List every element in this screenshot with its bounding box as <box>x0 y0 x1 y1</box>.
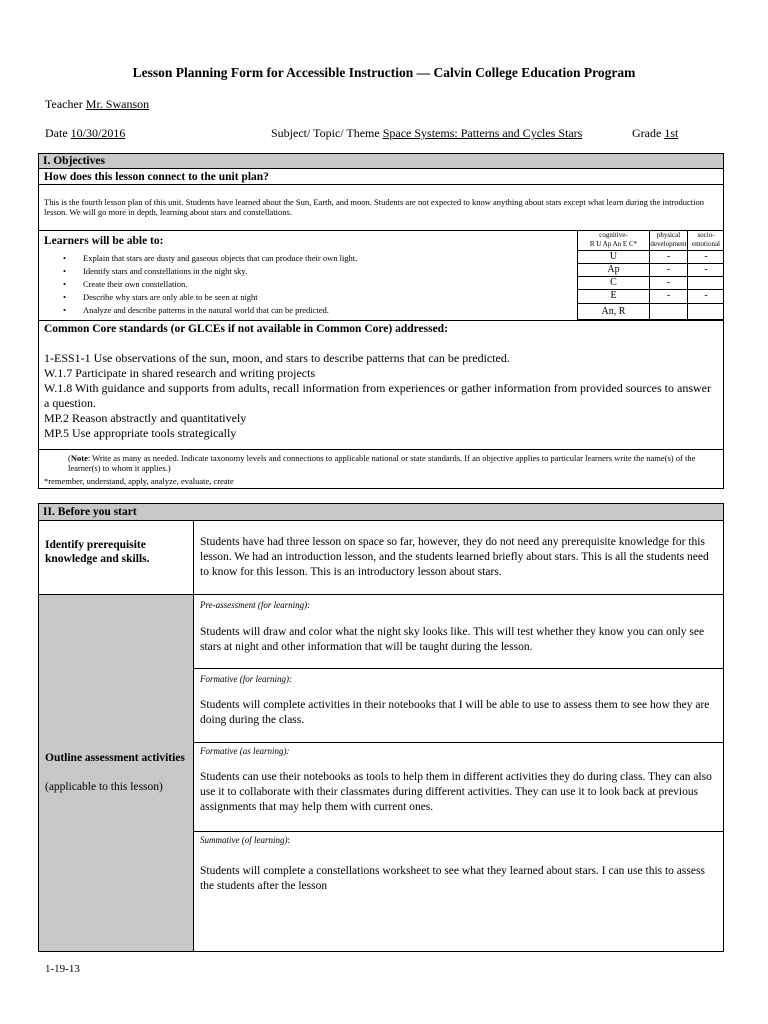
cog-level: U <box>577 251 649 264</box>
list-item: • Identify stars and constellations in the night sky. <box>39 265 569 278</box>
assessment-text: Students will draw and color what the night sky looks like. This will test whether they know you can only see stars at night and other information that will be taught during the lesson. <box>200 626 705 653</box>
cog-level: Ap <box>577 264 649 277</box>
phys-level: - <box>649 290 687 304</box>
socio-level: - <box>687 290 724 304</box>
teacher-line <box>45 97 149 112</box>
before-header: II. Before you start <box>39 504 723 521</box>
footer-code: 1-19-13 <box>45 963 80 975</box>
assessment-text: Students will complete a constellations worksheet to see what they learned about stars. I can use this to assess the students after the lesson <box>200 865 705 892</box>
assessment-title-suffix: : <box>287 835 290 845</box>
objectives-note <box>68 453 720 473</box>
assessment-text: Students will complete activities in their notebooks that I will be able to use to assess them to see how they are doing during the class. <box>200 699 710 726</box>
list-item: • Analyze and describe patterns in the natural world that can be predicted. <box>39 304 569 317</box>
cog-level: C <box>577 277 649 290</box>
unit-plan-answer: This is the fourth lesson plan of this unit. Students have learned about the Sun, Earth, and moon. Students are not expected to know anything about stars except what learn during the introduction lesson. We will go more in depth, learning about stars and constellations. <box>44 197 705 217</box>
before-section <box>38 503 724 952</box>
note-text: : Write as many as needed. Indicate taxonomy levels and connections to applicable national or state standards. If an objective applies to particular learners write the name(s) of the learner(s) to whom it applies.) <box>68 453 696 473</box>
socio-level: - <box>687 251 724 264</box>
standard-item: MP.2 Reason abstractly and quantitatively <box>44 411 247 425</box>
date-field <box>45 126 125 141</box>
note-bold: Note <box>70 453 88 463</box>
objectives-section <box>38 153 724 489</box>
standards-list <box>44 351 719 441</box>
grade-label: Grade <box>632 126 662 140</box>
phys-level: - <box>649 277 687 290</box>
subject-field <box>271 126 582 141</box>
divider <box>39 449 723 450</box>
assessment-title: Formative (for learning): <box>200 674 292 684</box>
assess-label-cell <box>39 595 193 951</box>
assessment-title: Pre-assessment (for learning): <box>200 600 311 610</box>
learners-heading: Learners will be able to: <box>44 235 164 247</box>
list-item: • Create their own constellation. <box>39 278 569 291</box>
divider <box>39 184 723 185</box>
form-title: Lesson Planning Form for Accessible Instruction — Calvin College Education Program <box>132 65 636 80</box>
prereq-label: Identify prerequisite knowledge and skills. <box>45 539 150 565</box>
assessment-text: Students can use their notebooks as tools to help them in different activities they do during class. They can also use it to collaborate with their classmates during different activities. They can use it to look back at previous assignments that may help them with current ones. <box>200 771 712 813</box>
socio-level <box>687 277 724 290</box>
prereq-label-cell <box>39 521 193 595</box>
objectives-list <box>39 252 569 317</box>
col-cognitive-label: cognitive- <box>599 231 628 239</box>
col-cognitive-sub: R U Ap An E C* <box>589 240 638 248</box>
socio-level <box>687 304 724 320</box>
teacher-name: Mr. Swanson <box>85 97 150 111</box>
socio-level: - <box>687 264 724 277</box>
taxonomy-footnote: *remember, understand, apply, analyze, evaluate, create <box>44 476 234 486</box>
assess-label: Outline assessment activities <box>45 752 185 764</box>
grade-field <box>632 126 678 141</box>
grade-value: 1st <box>664 126 679 140</box>
assessment-block <box>194 595 723 669</box>
subject-label: Subject/ Topic/ Theme <box>271 126 380 140</box>
cog-level: An, R <box>577 304 649 320</box>
col-physical-header: physical development <box>649 231 687 251</box>
unit-plan-question: How does this lesson connect to the unit plan? <box>44 171 269 183</box>
assessment-block <box>194 743 723 831</box>
subject-value: Space Systems: Patterns and Cycles Stars <box>382 126 583 140</box>
col-socio-header: socio-emotional <box>687 231 724 251</box>
assess-sub: (applicable to this lesson) <box>45 781 163 793</box>
list-item: • Describe why stars are only able to be seen at night <box>39 291 569 304</box>
standard-item: 1-ESS1-1 Use observations of the sun, moon, and stars to describe patterns that can be predicted. <box>44 351 510 365</box>
phys-level: - <box>649 251 687 264</box>
assessment-block <box>194 832 723 951</box>
prereq-text: Students have had three lesson on space so far, however, they do not need any prerequisite knowledge for this lesson. We had an introduction lesson, and the students learned briefly about stars. This is all the students need to know for this lesson. This is an introductory lesson about stars. <box>200 536 709 578</box>
assessment-title <box>200 835 290 845</box>
assessment-title-text: Summative (of learning) <box>200 835 288 845</box>
cog-level: E <box>577 290 649 304</box>
standard-item: MP.5 Use appropriate tools strategically <box>44 426 237 440</box>
standard-item: W.1.8 With guidance and supports from adults, recall information from experiences or gather information from provided sources to answer a question. <box>44 381 711 410</box>
list-item: • Explain that stars are dusty and gaseous objects that can produce their own light. <box>39 252 569 265</box>
assessment-block <box>194 669 723 742</box>
phys-level <box>649 304 687 320</box>
objectives-header: I. Objectives <box>39 154 723 169</box>
assessment-title: Formative (as learning): <box>200 746 290 756</box>
date-value: 10/30/2016 <box>70 126 126 140</box>
col-cognitive-header <box>577 231 649 251</box>
divider <box>39 320 723 321</box>
teacher-label: Teacher <box>45 97 83 111</box>
date-label: Date <box>45 126 68 140</box>
standards-heading: Common Core standards (or GLCEs if not available in Common Core) addressed: <box>44 323 448 335</box>
note-open: ( <box>68 453 71 463</box>
standard-item: W.1.7 Participate in shared research and writing projects <box>44 366 316 380</box>
phys-level: - <box>649 264 687 277</box>
